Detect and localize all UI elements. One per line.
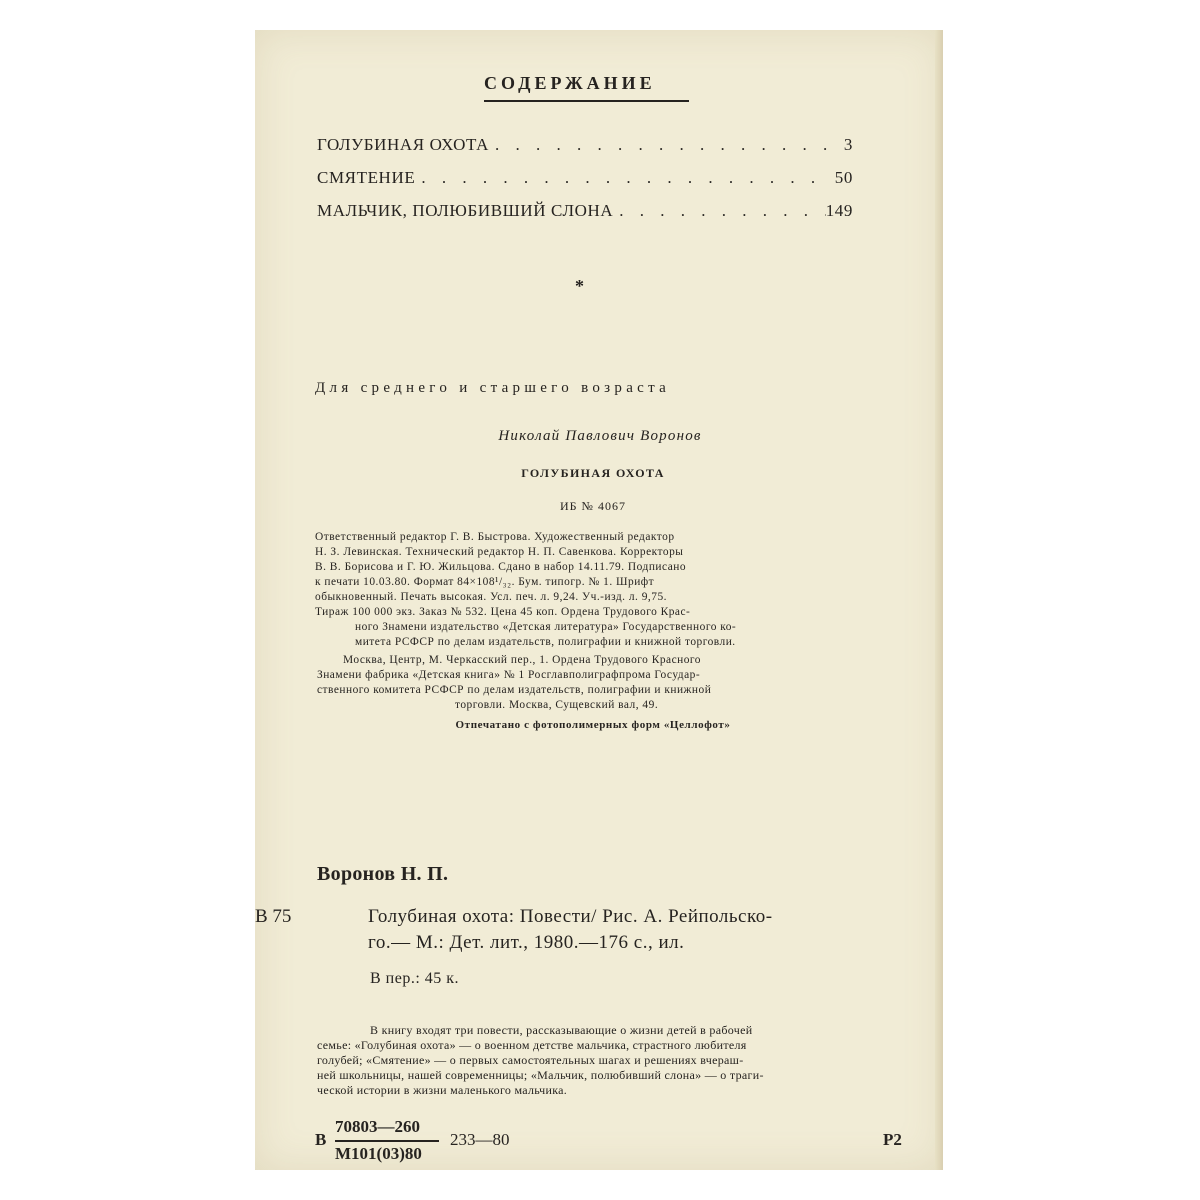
imprint-author: Николай Павлович Воронов — [498, 428, 702, 444]
toc-entry-page: 50 — [834, 168, 853, 187]
imprint-line: Ответственный редактор Г. В. Быстрова. Художественный редактор — [315, 531, 675, 543]
annotation-line: семье: «Голубиная охота» — о военном детстве мальчика, страстного любителя — [317, 1038, 747, 1052]
code-numerator: 70803—260 — [335, 1117, 420, 1136]
imprint-line: митета РСФСР по делам издательств, полиграфии и книжной торговли. — [355, 636, 736, 648]
imprint-line: ственного комитета РСФСР по делам издательств, полиграфии и книжной — [317, 684, 712, 696]
code-suffix: 233—80 — [450, 1130, 510, 1149]
imprint-line: обыкновенный. Печать высокая. Усл. печ. л. 9,24. Уч.-изд. л. 9,75. — [315, 591, 668, 603]
page-edge — [935, 30, 943, 1170]
card-price: В пер.: 45 к. — [370, 970, 460, 987]
toc-entry-title: СМЯТЕНИЕ — [317, 168, 416, 187]
age-note: Для среднего и старшего возраста — [315, 380, 671, 396]
code-right: Р2 — [883, 1130, 902, 1149]
toc-entry — [317, 201, 853, 221]
toc-leader-dots — [613, 201, 825, 221]
code-prefix: В — [315, 1130, 327, 1149]
toc-leader-dots — [489, 135, 829, 155]
annotation-line: ческой истории в жизни маленького мальчика. — [317, 1083, 568, 1097]
card-description-line: Голубиная охота: Повести/ Рис. А. Рейпольско- — [368, 906, 773, 927]
imprint-line: Москва, Центр, М. Черкасский пер., 1. Ордена Трудового Красного — [343, 654, 701, 666]
code-denominator: М101(03)80 — [335, 1144, 422, 1163]
imprint-line: Н. З. Левинская. Технический редактор Н. П. Савенкова. Корректоры — [315, 546, 684, 558]
imprint-line: В. В. Борисова и Г. Ю. Жильцова. Сдано в набор 14.11.79. Подписано — [315, 561, 687, 573]
card-description-line: го.— М.: Дет. лит., 1980.—176 с., ил. — [368, 932, 685, 953]
card-author: Воронов Н. П. — [317, 863, 449, 885]
toc-title: СОДЕРЖАНИЕ — [484, 73, 656, 93]
card-index: В 75 — [255, 906, 292, 927]
imprint-line: ного Знамени издательство «Детская литература» Государственного ко- — [355, 621, 737, 633]
toc-entry-title: МАЛЬЧИК, ПОЛЮБИВШИЙ СЛОНА — [317, 201, 614, 220]
imprint-printed-from: Отпечатано с фотополимерных форм «Целлофот» — [455, 719, 731, 731]
annotation-line: ней школьницы, нашей современницы; «Мальчик, полюбивший слона» — о траги- — [317, 1068, 764, 1082]
toc-entry — [317, 135, 853, 155]
annotation-line: голубей; «Смятение» — о первых самостоятельных шагах и решениях вчераш- — [317, 1053, 744, 1067]
imprint-line: к печати 10.03.80. Формат 84×108¹/₃₂. Бум. типогр. № 1. Шрифт — [315, 576, 655, 588]
toc-entry-page: 149 — [825, 201, 853, 220]
code-fraction-line — [335, 1140, 439, 1142]
book-page — [255, 30, 943, 1170]
toc-entry-page: 3 — [843, 135, 853, 154]
separator-asterisk: * — [575, 276, 584, 296]
toc-entry — [317, 168, 853, 188]
imprint-line: торговли. Москва, Сущевский вал, 49. — [455, 699, 659, 711]
toc-leader-dots — [415, 168, 829, 188]
toc-title-underline — [484, 100, 689, 102]
annotation-line: В книгу входят три повести, рассказывающие о жизни детей в рабочей — [370, 1023, 753, 1037]
imprint-line: Знамени фабрика «Детская книга» № 1 Росглавполиграфпрома Государ- — [317, 669, 701, 681]
imprint-title: ГОЛУБИНАЯ ОХОТА — [521, 466, 665, 480]
toc-entry-title: ГОЛУБИНАЯ ОХОТА — [317, 135, 490, 154]
imprint-line: Тираж 100 000 экз. Заказ № 532. Цена 45 коп. Ордена Трудового Крас- — [315, 606, 691, 618]
imprint-ib-number: ИБ № 4067 — [559, 499, 626, 513]
